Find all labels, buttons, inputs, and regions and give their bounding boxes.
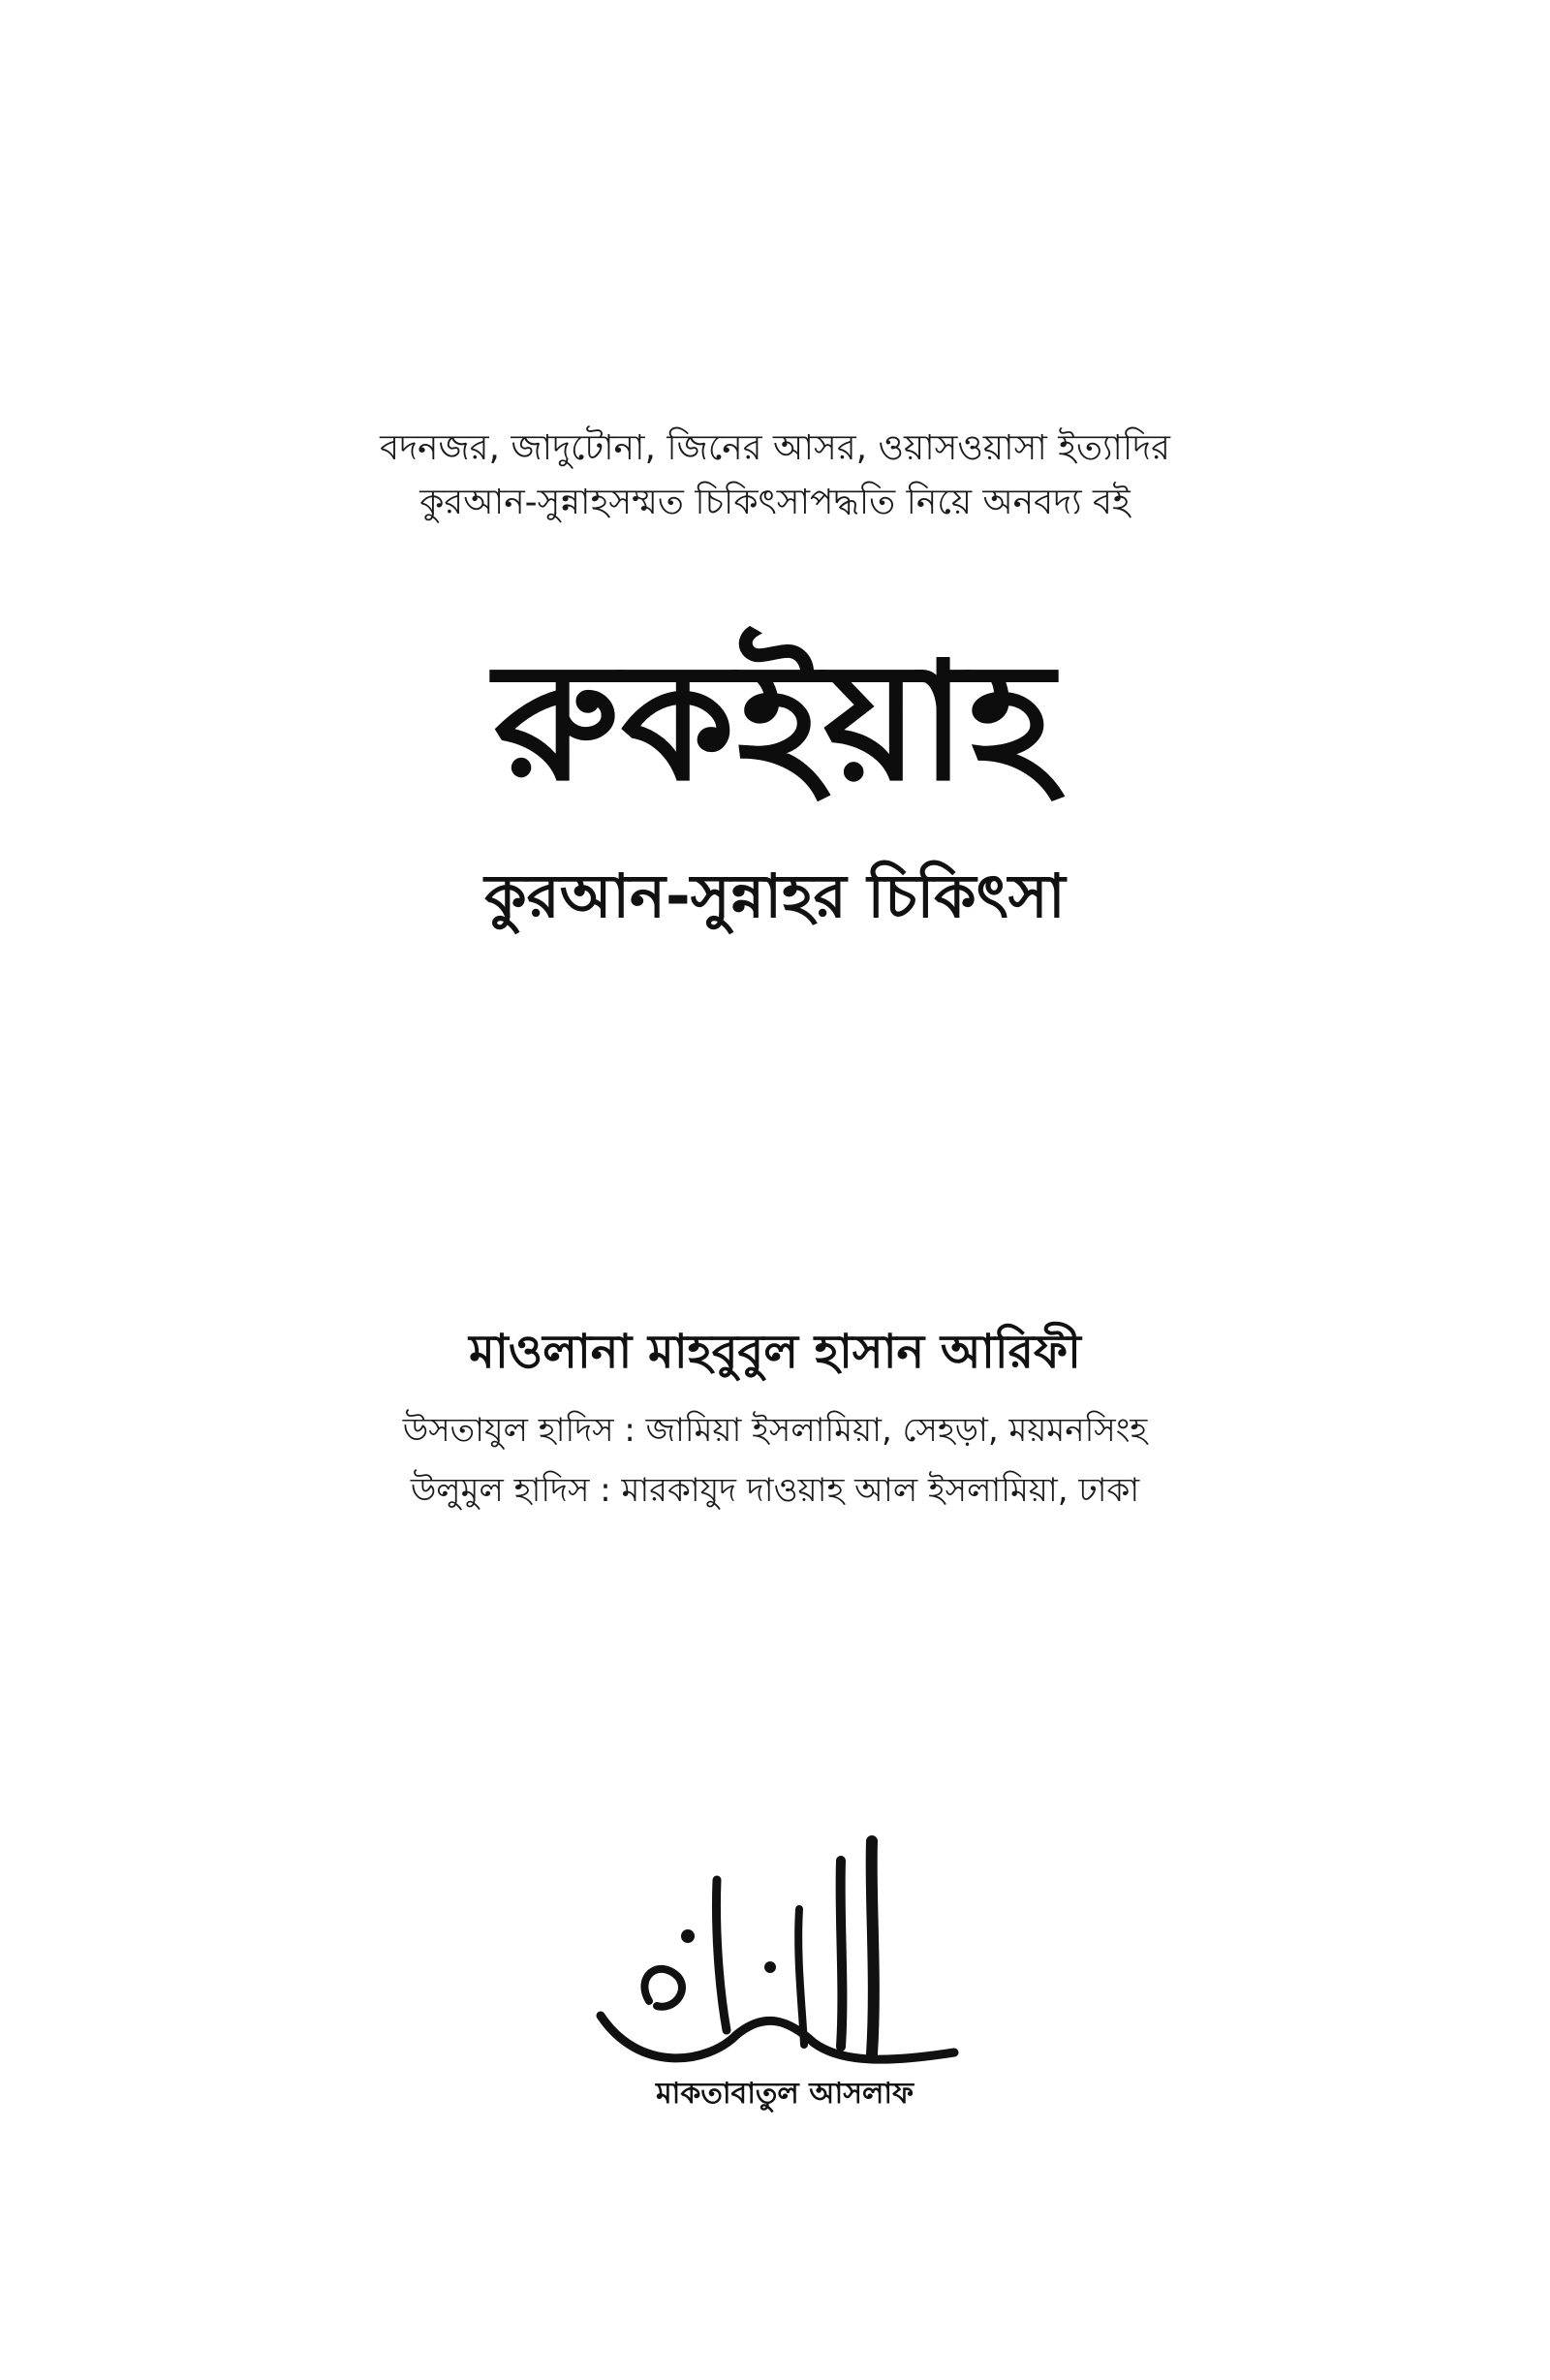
book-title: রুকইয়াহ (494, 627, 1056, 817)
tagline (0, 422, 1550, 530)
publisher-name: মাকতাবাতুল আসলাফ (655, 2077, 914, 2111)
author-affiliation-1: উসতাযুল হাদিস : জামিয়া ইসলামিয়া, সেহড়া, ময়মনসিংহ (402, 1411, 1148, 1450)
arabic-calligraphy-logo-icon (581, 1822, 988, 2113)
book-subtitle: কুরআন-সুন্নাহর চিকিৎসা (484, 861, 1066, 931)
tagline-line-2: কুরআন-সুন্নাহসম্মত চিকিৎসাপদ্ধতি নিয়ে অনবদ্য বই (419, 483, 1131, 522)
tagline-line-1: বদনজর, জাদুটোনা, জিনের আসর, ওয়াসওয়াসা ইত্যাদির (380, 428, 1170, 468)
author-affiliation-2: উলুমুল হাদিস : মারকাযুদ দাওয়াহ আল ইসলামিয়া, ঢাকা (410, 1471, 1140, 1510)
author-name: মাওলানা মাহবুবুল হাসান আরিফী (469, 1325, 1081, 1379)
author-affiliations (0, 1400, 1550, 1520)
publisher-logo (581, 1822, 988, 2113)
